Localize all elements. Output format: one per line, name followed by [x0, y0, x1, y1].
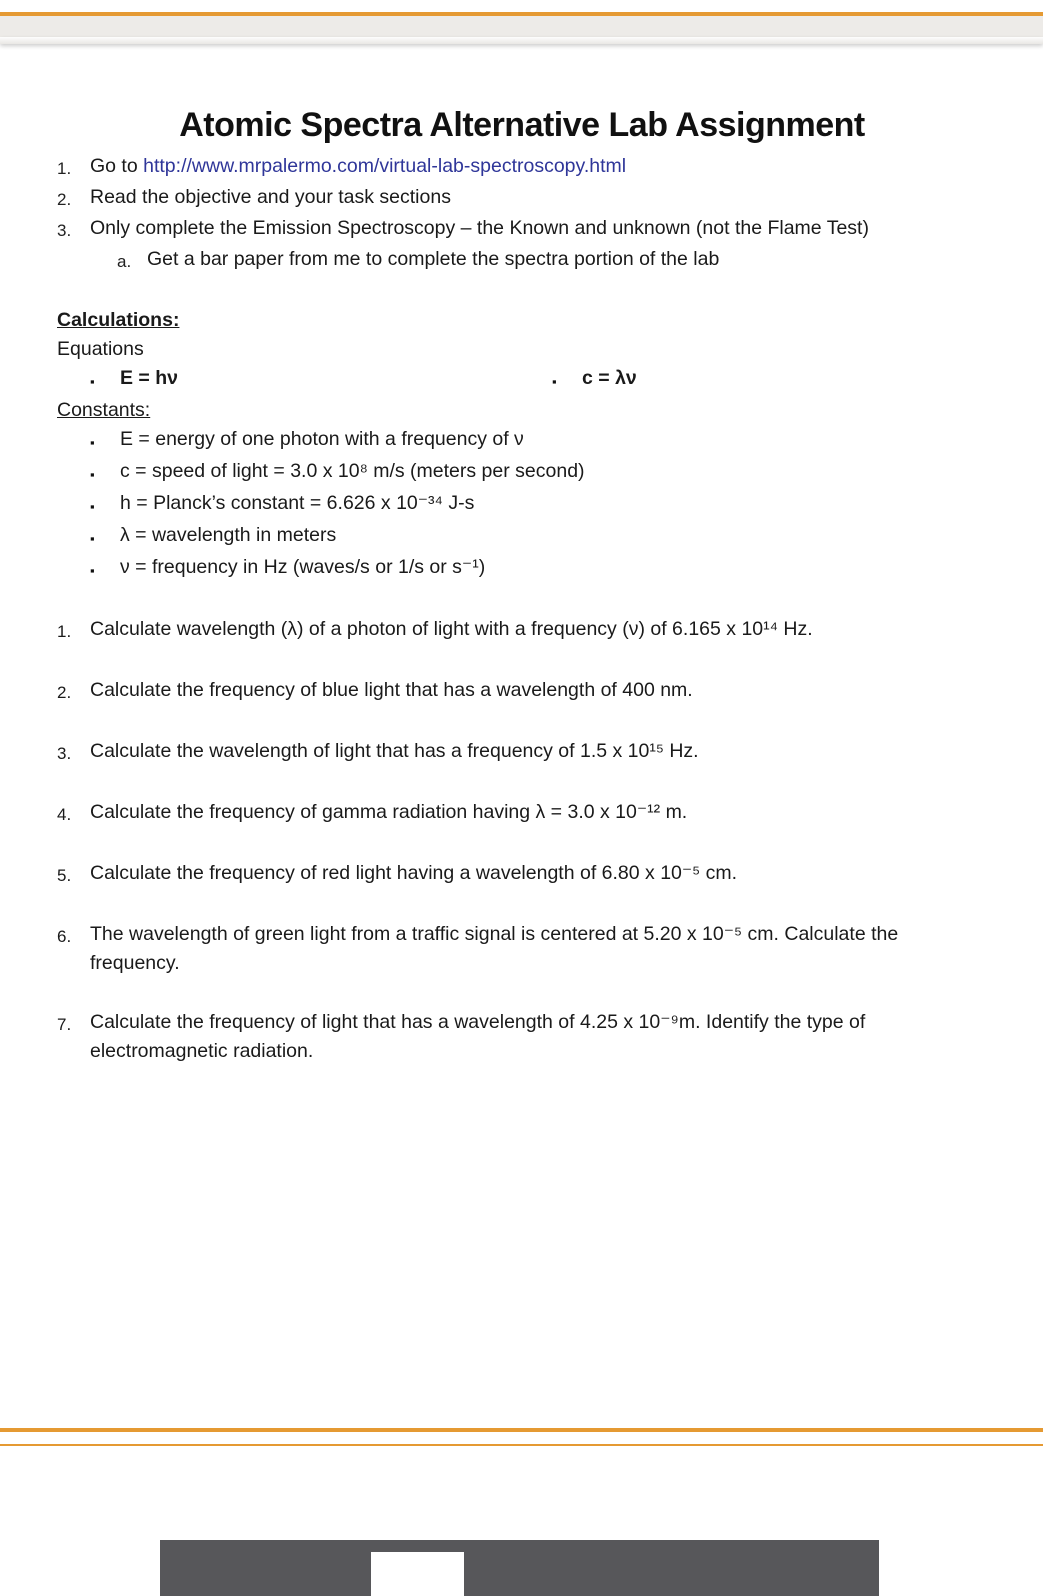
instruction-text: Only complete the Emission Spectroscopy – the Known and unknown (not the Flame Test): [90, 217, 869, 239]
instruction-prefix: Go to: [90, 155, 144, 177]
questions-list: [57, 615, 987, 1066]
bottom-accent-line-1: [0, 1428, 1043, 1432]
question-text: Calculate the wavelength of light that has a frequency of 1.5 x 10¹⁵ Hz.: [90, 740, 699, 762]
spectroscopy-lab-link[interactable]: http://www.mrpalermo.com/virtual-lab-spectroscopy.html: [143, 155, 627, 177]
instruction-text: Get a bar paper from me to complete the spectra portion of the lab: [147, 248, 720, 270]
square-bullet-icon: ▪: [552, 374, 557, 389]
list-item: [57, 214, 987, 245]
sub-list-item: [117, 245, 987, 276]
bottom-accent-line-2: [0, 1444, 1043, 1446]
square-bullet-icon: ▪: [90, 435, 95, 450]
question-item: [57, 615, 987, 646]
constant-item: [90, 521, 987, 553]
constant-item: [90, 425, 987, 457]
document-page: [57, 0, 987, 1096]
constant-item: [90, 489, 987, 521]
list-number: 1.: [57, 159, 72, 178]
question-number: 6.: [57, 927, 72, 946]
question-number: 1.: [57, 622, 72, 641]
equations-label: Equations: [57, 338, 144, 360]
equation-energy: E = hν: [120, 367, 178, 389]
list-item: [57, 183, 987, 214]
list-number: 3.: [57, 221, 72, 240]
footer-page-box: [371, 1552, 464, 1596]
question-item: [57, 859, 987, 890]
constants-heading: Constants:: [57, 399, 151, 421]
square-bullet-icon: ▪: [90, 531, 95, 546]
calculations-heading: Calculations:: [57, 309, 180, 331]
question-item: [57, 737, 987, 768]
equations-row: [90, 364, 987, 396]
list-item: [57, 152, 987, 183]
square-bullet-icon: ▪: [90, 563, 95, 578]
constant-text: h = Planck’s constant = 6.626 x 10⁻³⁴ J-s: [120, 492, 475, 514]
question-number: 4.: [57, 805, 72, 824]
footer-bar: [160, 1540, 879, 1596]
question-text: Calculate the frequency of red light having a wavelength of 6.80 x 10⁻⁵ cm.: [90, 862, 738, 884]
question-text: Calculate the frequency of light that has a wavelength of 4.25 x 10⁻⁹m. Identify the type of electromagnetic radiation.: [90, 1011, 866, 1062]
question-item: [57, 676, 987, 707]
constant-item: [90, 457, 987, 489]
constant-text: λ = wavelength in meters: [120, 524, 337, 546]
instruction-text: [90, 152, 987, 183]
question-item: [57, 798, 987, 829]
question-text: Calculate wavelength (λ) of a photon of light with a frequency (ν) of 6.165 x 10¹⁴ Hz.: [90, 618, 813, 640]
square-bullet-icon: ▪: [90, 499, 95, 514]
square-bullet-icon: ▪: [90, 374, 95, 389]
equation-speed: c = λν: [582, 367, 637, 389]
question-text: Calculate the frequency of gamma radiation having λ = 3.0 x 10⁻¹² m.: [90, 801, 688, 823]
question-item: [57, 920, 987, 978]
question-number: 7.: [57, 1015, 72, 1034]
question-number: 5.: [57, 866, 72, 885]
question-item: [57, 1008, 987, 1066]
constant-text: ν = frequency in Hz (waves/s or 1/s or s⁻¹): [120, 556, 486, 578]
list-number: 2.: [57, 190, 72, 209]
constant-text: E = energy of one photon with a frequency of ν: [120, 428, 524, 450]
question-text: Calculate the frequency of blue light that has a wavelength of 400 nm.: [90, 679, 693, 701]
constant-text: c = speed of light = 3.0 x 10⁸ m/s (meters per second): [120, 460, 585, 482]
list-number: a.: [117, 252, 132, 271]
question-number: 2.: [57, 683, 72, 702]
page-title: Atomic Spectra Alternative Lab Assignment: [179, 106, 865, 144]
equation-item: [552, 364, 637, 396]
question-number: 3.: [57, 744, 72, 763]
instructions-list: [57, 152, 987, 276]
equation-item: [90, 364, 552, 396]
instruction-text: Read the objective and your task sections: [90, 186, 451, 208]
constant-item: [90, 553, 987, 585]
question-text: The wavelength of green light from a traffic signal is centered at 5.20 x 10⁻⁵ cm. Calculate the frequency.: [90, 923, 899, 974]
square-bullet-icon: ▪: [90, 467, 95, 482]
